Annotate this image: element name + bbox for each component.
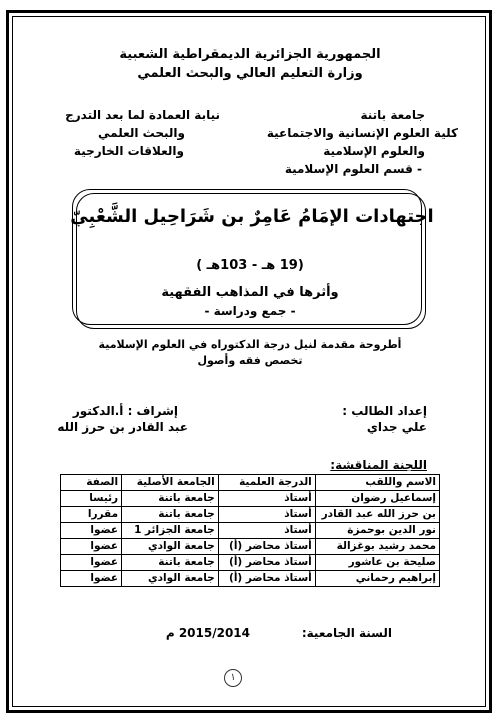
- supervisor-name: عبد القادر بن حرز الله: [57, 420, 188, 434]
- department-name: - قسم العلوم الإسلامية: [284, 162, 422, 176]
- title-subtitle: وأثرها في المذاهب الفقهية: [161, 285, 339, 300]
- thesis-specialization: تخصص فقه وأصول: [197, 354, 303, 367]
- member-university: جامعة باتنة: [122, 507, 219, 523]
- thesis-title: اجتهادات الإمَامُ عَامِرٌ بن شَرَاحِيل الشَّعْبِيّ: [70, 206, 434, 227]
- member-name: نور الدين بوحمزة: [315, 523, 439, 539]
- vice-deanship-research: والبحث العلمي: [98, 126, 185, 140]
- member-rank: أستاذ محاضر (أ): [218, 555, 315, 571]
- ministry-heading: وزارة التعليم العالي والبحث العلمي: [137, 66, 363, 81]
- table-row: [61, 539, 440, 555]
- table-row: [61, 507, 440, 523]
- table-row: [61, 523, 440, 539]
- committee-heading: اللجنة المناقشة:: [330, 458, 427, 472]
- vice-deanship: نيابة العمادة لما بعد التدرج: [65, 108, 220, 122]
- member-name: بن حرز الله عبد القادر: [315, 507, 439, 523]
- member-university: جامعة باتنة: [122, 555, 219, 571]
- member-name: إبراهيم رحماني: [315, 571, 439, 587]
- member-rank: أستاذ محاضر (أ): [218, 571, 315, 587]
- member-name: إسماعيل رضوان: [315, 491, 439, 507]
- faculty-name: كلية العلوم الإنسانية والاجتماعية: [266, 126, 458, 140]
- member-rank: أستاذ محاضر (أ): [218, 539, 315, 555]
- title-note: - جمع ودراسة -: [204, 304, 296, 318]
- member-role: عضوا: [61, 539, 122, 555]
- member-rank: أستاذ: [218, 491, 315, 507]
- student-label: إعداد الطالب :: [342, 404, 427, 418]
- title-dates: (19 هـ - 103هـ ): [196, 258, 304, 273]
- supervisor-label: إشراف : أ.الدكتور: [72, 404, 178, 418]
- faculty-name-cont: والعلوم الإسلامية: [323, 144, 425, 158]
- member-university: جامعة الوادي: [122, 571, 219, 587]
- academic-year-value: 2015/2014 م: [165, 626, 250, 640]
- member-rank: أستاذ: [218, 523, 315, 539]
- member-role: عضوا: [61, 523, 122, 539]
- col-name-header: الاسم واللقب: [315, 475, 439, 491]
- committee-header-row: [61, 475, 440, 491]
- member-name: صليحة بن عاشور: [315, 555, 439, 571]
- member-role: عضوا: [61, 555, 122, 571]
- vice-deanship-relations: والعلاقات الخارجية: [73, 144, 184, 158]
- member-university: جامعة باتنة: [122, 491, 219, 507]
- col-rank-header: الدرجة العلمية: [218, 475, 315, 491]
- member-name: محمد رشيد بوغزالة: [315, 539, 439, 555]
- page-number: ١: [224, 669, 242, 687]
- member-role: مقررا: [61, 507, 122, 523]
- committee-table: [60, 474, 440, 587]
- member-role: عضوا: [61, 571, 122, 587]
- university-name: جامعة باتنة: [360, 108, 425, 122]
- table-row: [61, 571, 440, 587]
- academic-year-label: السنة الجامعية:: [301, 626, 392, 640]
- table-row: [61, 491, 440, 507]
- col-university-header: الجامعة الأصلية: [122, 475, 219, 491]
- republic-heading: الجمهورية الجزائرية الديمقراطية الشعبية: [119, 47, 381, 62]
- member-rank: أستاذ: [218, 507, 315, 523]
- student-name: علي جداي: [366, 420, 427, 434]
- thesis-description: أطروحة مقدمة لنيل درجة الدكتوراه في العلوم الإسلامية: [98, 338, 402, 351]
- member-role: رئيسا: [61, 491, 122, 507]
- col-role-header: الصفة: [61, 475, 122, 491]
- member-university: جامعة الجزائر 1: [122, 523, 219, 539]
- member-university: جامعة الوادي: [122, 539, 219, 555]
- table-row: [61, 555, 440, 571]
